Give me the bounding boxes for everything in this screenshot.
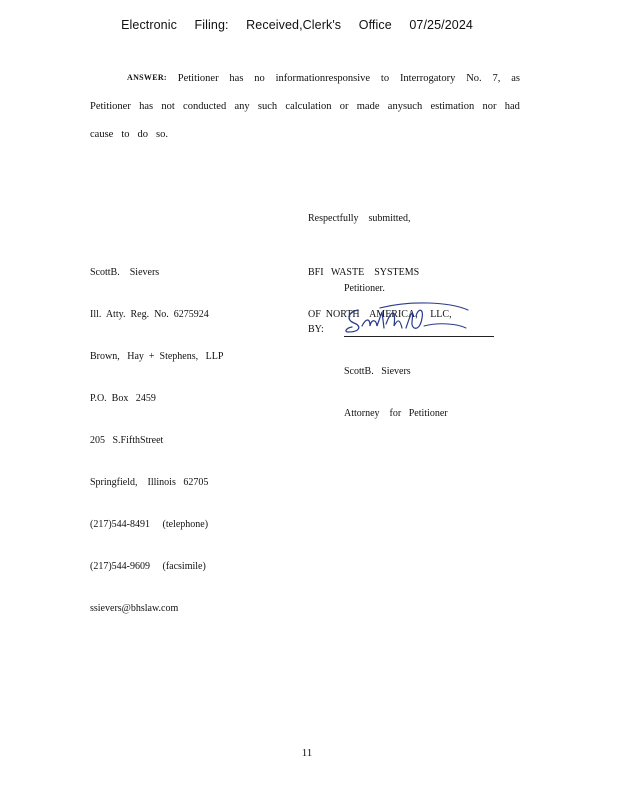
word: conducted <box>183 101 227 112</box>
word: No. <box>466 73 482 84</box>
closing-text: Respectfully submitted, <box>308 213 411 224</box>
by-label: BY: <box>308 324 324 335</box>
law-firm-name: Brown, Hay + Stephens, LLP <box>90 351 224 362</box>
signer-title: Attorney for Petitioner <box>344 408 448 419</box>
word: no <box>254 73 265 84</box>
word: or <box>339 101 349 112</box>
word: as <box>511 73 520 84</box>
filing-stamp-part: Electronic <box>121 18 177 32</box>
word: such <box>257 101 278 112</box>
word: calculation <box>285 101 332 112</box>
filing-stamp-part: Filing: <box>194 18 229 32</box>
word: any <box>234 101 250 112</box>
word: do <box>137 129 148 140</box>
answer-line-1 <box>90 73 520 84</box>
answer-line-2 <box>90 101 520 112</box>
word: cause <box>90 129 114 140</box>
signer-block <box>344 337 448 435</box>
filing-stamp-part: Office <box>358 18 392 32</box>
page-number: 11 <box>301 747 313 759</box>
word: anysuch <box>387 101 423 112</box>
word: to <box>380 73 390 84</box>
attorney-registration: Ill. Atty. Reg. No. 6275924 <box>90 309 209 320</box>
handwritten-signature <box>340 298 480 338</box>
signer-name: ScottB. Sievers <box>344 366 411 377</box>
word: 7, <box>492 73 501 84</box>
filing-stamp-date: 07/25/2024 <box>409 18 473 32</box>
city-state-zip: Springfield, Illinois 62705 <box>90 477 209 488</box>
word: not <box>161 101 175 112</box>
filing-stamp-part: Received,Clerk's <box>246 18 342 32</box>
petitioner-label: Petitioner. <box>344 283 385 294</box>
word: so. <box>156 129 168 140</box>
word: had <box>504 101 520 112</box>
word: Petitioner <box>177 73 219 84</box>
word: informationresponsive <box>275 73 371 84</box>
filing-stamp-header <box>0 18 594 32</box>
word: Petitioner <box>90 101 131 112</box>
petitioner-firm-line-1: BFI WASTE SYSTEMS <box>308 267 420 278</box>
word: Interrogatory <box>399 73 456 84</box>
street-address: 205 S.FifthStreet <box>90 435 164 446</box>
answer-label: ANSWER: <box>127 73 167 82</box>
po-box: P.O. Box 2459 <box>90 393 156 404</box>
word: nor <box>482 101 497 112</box>
petitioner-firm-line-2: OF NORTH AMERICA, LLC, <box>308 309 452 320</box>
attorney-contact-block <box>90 238 223 630</box>
word: has <box>229 73 244 84</box>
facsimile: (217)544-9609 (facsimile) <box>90 561 206 572</box>
telephone: (217)544-8491 (telephone) <box>90 519 209 530</box>
email: ssievers@bhslaw.com <box>90 603 179 614</box>
word: has <box>139 101 154 112</box>
answer-line-3 <box>90 129 520 140</box>
word: to <box>121 129 130 140</box>
attorney-name: ScottB. Sievers <box>90 267 160 278</box>
word: estimation <box>430 101 475 112</box>
word: made <box>356 101 380 112</box>
